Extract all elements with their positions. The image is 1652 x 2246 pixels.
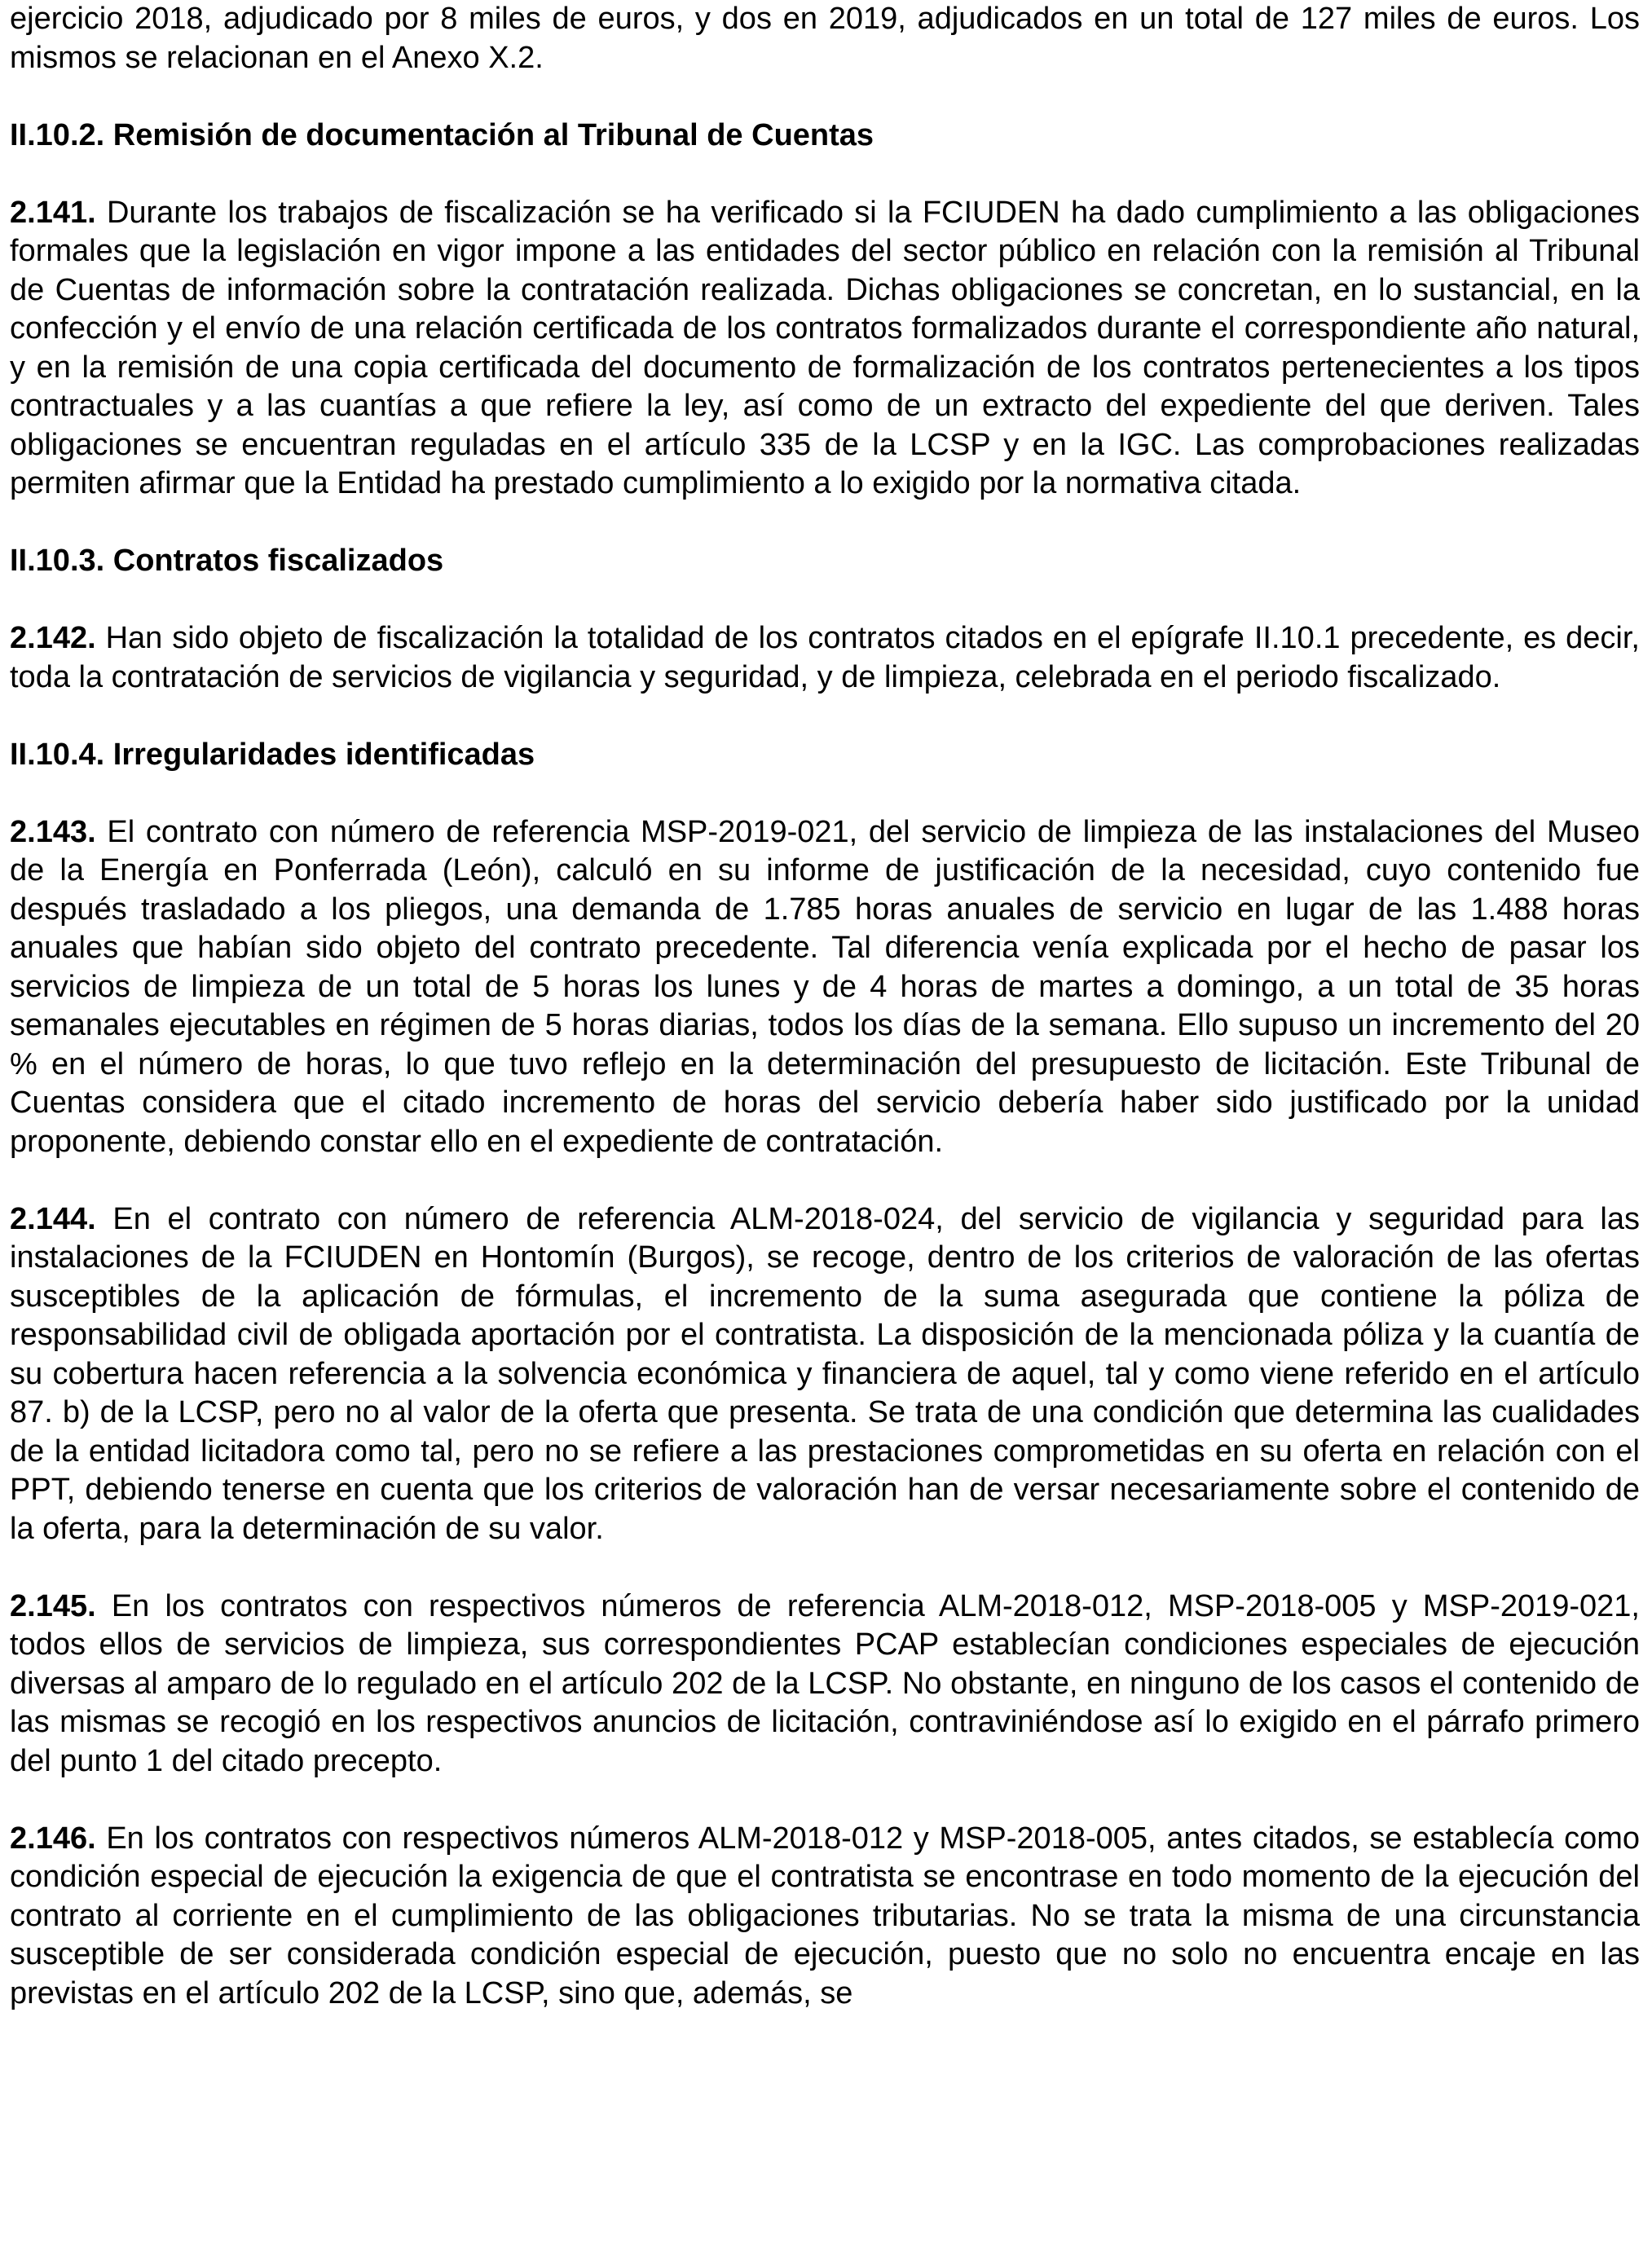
paragraph-2-145 <box>10 1588 1640 1781</box>
paragraph-2-141 <box>10 194 1640 504</box>
paragraph-text: El contrato con número de referencia MSP-2019-021, del servicio de limpieza de las instalaciones del Museo de la Energía en Ponferrada (León), calculó en su informe de justificación de la necesidad, cuyo contenido fue después trasladado a los pliegos, una demanda de 1.785 horas anuales de servicio en lugar de las 1.488 horas anuales que habían sido objeto del contrato precedente. Tal diferencia venía explicada por el hecho de pasar los servicios de limpieza de un total de 5 horas los lunes y de 4 horas de martes a domingo, a un total de 35 horas semanales ejecutables en régimen de 5 horas diarias, todos los días de la semana. Ello supuso un incremento del 20 % en el número de horas, lo que tuvo reflejo en la determinación del presupuesto de licitación. Este Tribunal de Cuentas considera que el citado incremento de horas del servicio debería haber sido justificado por la unidad proponente, debiendo constar ello en el expediente de contratación. <box>10 814 1640 1159</box>
section-number: II.10.3. <box>10 544 105 578</box>
intro-text: ejercicio 2018, adjudicado por 8 miles de euros, y dos en 2019, adjudicados en un total de 127 miles de euros. Los mismos se relacionan en el Anexo X.2. <box>10 2 1640 75</box>
paragraph-text: Durante los trabajos de fiscalización se ha verificado si la FCIUDEN ha dado cumplimiento a las obligaciones formales que la legislación en vigor impone a las entidades del sector público en relación con la remisión al Tribunal de Cuentas de información sobre la contratación realizada. Dichas obligaciones se concretan, en lo sustancial, en la confección y el envío de una relación certificada de los contratos formalizados durante el correspondiente año natural, y en la remisión de una copia certificada del documento de formalización de los contratos pertenecientes a los tipos contractuales y a las cuantías a que refiere la ley, así como de un extracto del expediente del que deriven. Tales obligaciones se encuentran reguladas en el artículo 335 de la LCSP y en la IGC. Las comprobaciones realizadas permiten afirmar que la Entidad ha prestado cumplimiento a lo exigido por la normativa citada. <box>10 195 1640 500</box>
paragraph-number: 2.141. <box>10 195 96 230</box>
section-heading-ii-10-3 <box>10 542 1640 581</box>
paragraph-2-146 <box>10 1820 1640 2014</box>
section-title: Contratos fiscalizados <box>112 544 444 578</box>
paragraph-2-144 <box>10 1200 1640 1549</box>
paragraph-text: En el contrato con número de referencia ALM-2018-024, del servicio de vigilancia y seguridad para las instalaciones de la FCIUDEN en Hontomín (Burgos), se recoge, dentro de los criterios de valoración de las ofertas susceptibles de la aplicación de fórmulas, el incremento de la suma asegurada que contiene la póliza de responsabilidad civil de obligada aportación por el contratista. La disposición de la mencionada póliza y la cuantía de su cobertura hacen referencia a la solvencia económica y financiera de aquel, tal y como viene referido en el artículo 87. b) de la LCSP, pero no al valor de la oferta que presenta. Se trata de una condición que determina las cualidades de la entidad licitadora como tal, pero no se refiere a las prestaciones comprometidas en su oferta en relación con el PPT, debiendo tenerse en cuenta que los criterios de valoración han de versar necesariamente sobre el contenido de la oferta, para la determinación de su valor. <box>10 1201 1640 1546</box>
section-heading-ii-10-4 <box>10 736 1640 775</box>
paragraph-2-142 <box>10 619 1640 697</box>
section-title: Remisión de documentación al Tribunal de Cuentas <box>112 117 874 152</box>
section-number: II.10.4. <box>10 737 105 772</box>
document-page <box>10 0 1640 2246</box>
paragraph-number: 2.143. <box>10 814 96 849</box>
paragraph-number: 2.144. <box>10 1201 96 1236</box>
paragraph-number: 2.142. <box>10 621 96 655</box>
paragraph-number: 2.146. <box>10 1821 96 1856</box>
paragraph-number: 2.145. <box>10 1588 96 1623</box>
section-heading-ii-10-2 <box>10 117 1640 156</box>
section-title: Irregularidades identificadas <box>112 737 535 772</box>
paragraph-text: En los contratos con respectivos números de referencia ALM-2018-012, MSP-2018-005 y MSP-2019-021, todos ellos de servicios de limpieza, sus correspondientes PCAP establecían condiciones especiales de ejecución diversas al amparo de lo regulado en el artículo 202 de la LCSP. No obstante, en ninguno de los casos el contenido de las mismas se recogió en los respectivos anuncios de licitación, contraviniéndose así lo exigido en el párrafo primero del punto 1 del citado precepto. <box>10 1588 1640 1778</box>
section-number: II.10.2. <box>10 117 105 152</box>
intro-paragraph <box>10 0 1640 77</box>
paragraph-text: En los contratos con respectivos números ALM-2018-012 y MSP-2018-005, antes citados, se establecía como condición especial de ejecución la exigencia de que el contratista se encontrase en todo momento de la ejecución del contrato al corriente en el cumplimiento de las obligaciones tributarias. No se trata la misma de una circunstancia susceptible de ser considerada condición especial de ejecución, puesto que no solo no encuentra encaje en las previstas en el artículo 202 de la LCSP, sino que, además, se <box>10 1821 1640 2010</box>
paragraph-2-143 <box>10 813 1640 1162</box>
paragraph-text: Han sido objeto de fiscalización la totalidad de los contratos citados en el epígrafe II.10.1 precedente, es decir, toda la contratación de servicios de vigilancia y seguridad, y de limpieza, celebrada en el periodo fiscalizado. <box>10 621 1640 694</box>
